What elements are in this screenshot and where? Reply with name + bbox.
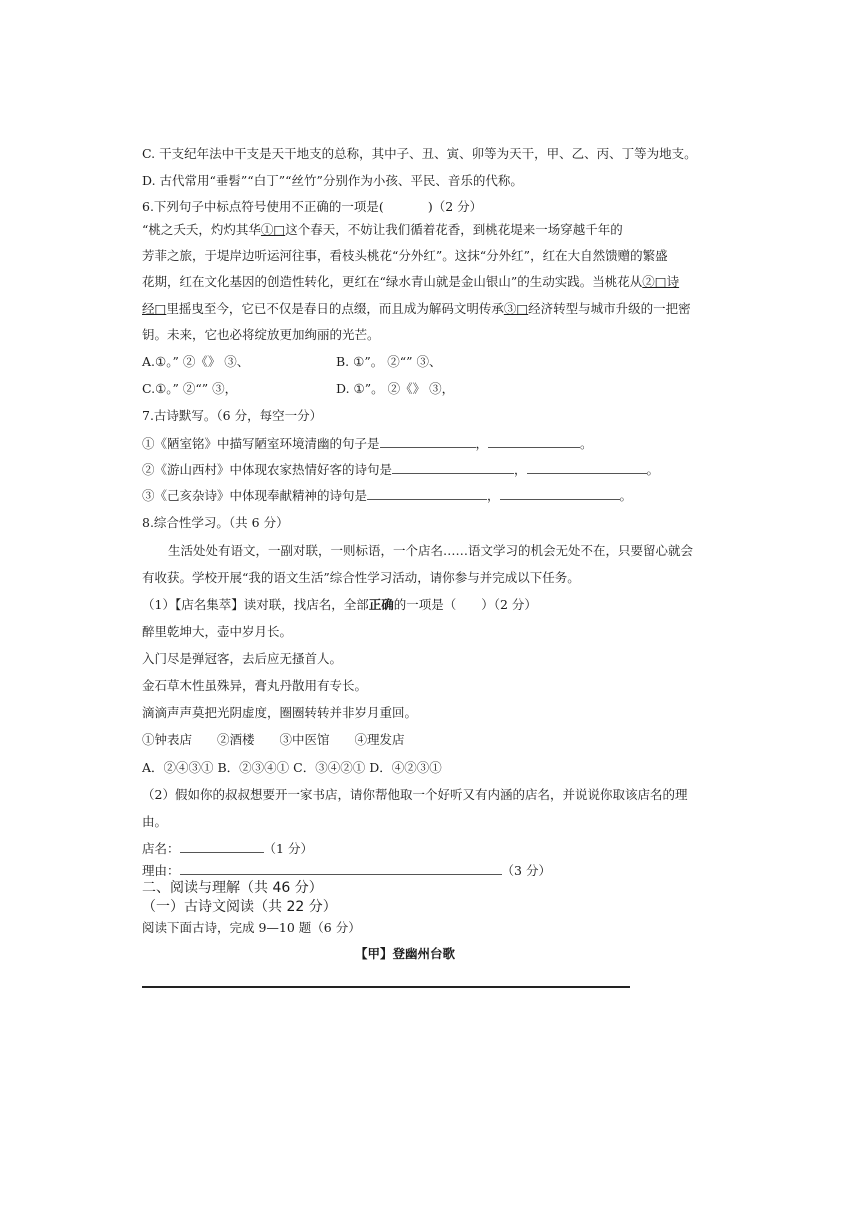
q6-option-b: B. ①”。 ②“” ③、 — [336, 354, 442, 369]
divider-line — [142, 986, 630, 988]
punct: ， — [514, 462, 527, 477]
punct: 。 — [646, 462, 660, 477]
q8-1-text: 的一项是（ ）（2 分） — [393, 597, 537, 612]
q7-item-3 — [142, 487, 632, 504]
store-name-label: 店名： — [142, 841, 180, 856]
reason-label: 理由： — [142, 863, 180, 878]
couplet-3: 金石草木性虽殊异，膏丸丹散用有专长。 — [142, 678, 368, 693]
punct: 。 — [580, 436, 593, 451]
q8-intro-2: 有收获。学校开展“我的语文生活”综合性学习活动，请你参与并完成以下任务。 — [142, 570, 580, 585]
option-d: D. 古代常用“垂髫”“白丁”“丝竹”分别作为小孩、平民、音乐的代称。 — [142, 173, 523, 188]
punct: ， — [475, 436, 489, 451]
answer-blank[interactable] — [392, 461, 514, 474]
q8-intro-1: 生活处处有语文，一副对联，一则标语，一个店名……语文学习的机会无处不在，只要留心就会 — [168, 543, 694, 558]
q6-stem-text: 6.下列句子中标点符号使用不正确的一项是( — [142, 199, 384, 214]
score: （3 分） — [501, 863, 551, 878]
option-c: C. 干支纪年法中干支是天干地支的总称，其中子、丑、寅、卯等为天干，甲、乙、丙、丁等为地支。 — [142, 146, 697, 161]
q8-2-stem-end: 由。 — [142, 814, 168, 829]
q8-2-stem: （2）假如你的叔叔想要开一家书店，请你帮他取一个好听又有内涵的店名，并说说你取该店名的理 — [142, 787, 688, 802]
q6-passage-line-2: 芳菲之旅，于堤岸边听运河往事，看枝头桃花“分外红”。这抹“分外红”，红在大自然馈赠的繁盛 — [142, 248, 668, 263]
q7-prompt: ③《己亥杂诗》中体现奉献精神的诗句是 — [142, 488, 368, 503]
answer-blank[interactable] — [488, 435, 580, 448]
q6-score: )（2 分） — [427, 199, 483, 214]
couplet-4: 滴滴声声莫把光阴虚度，圈圈转转并非岁月重回。 — [142, 705, 418, 720]
q6-text: 里摇曳至今，它已不仅是春日的点缀，而且成为解码文明传承 — [166, 301, 504, 316]
q7-prompt: ①《陋室铭》中描写陋室环境清幽的句子是 — [142, 436, 380, 451]
q6-passage-line-1 — [142, 222, 623, 238]
q7-item-1 — [142, 435, 593, 452]
punct: ， — [487, 488, 500, 503]
q6-text: 花期，红在文化基因的创造性转化，更红在“绿水青山就是金山银山”的生动实践。当桃花从 — [142, 274, 643, 289]
q6-blank-2: ②□诗 — [642, 274, 680, 289]
reading-instruction: 阅读下面古诗，完成 9—10 题（6 分） — [142, 920, 361, 935]
q6-passage-line-3 — [142, 274, 679, 290]
q6-passage-line-5: 钥。未来，它也必将绽放更加绚丽的光芒。 — [142, 327, 380, 342]
answer-blank[interactable] — [527, 461, 647, 474]
punct: 。 — [619, 488, 633, 503]
section-2-1-heading: （一）古诗文阅读（共 22 分） — [142, 899, 337, 915]
q8-1-text: （1）【店名集萃】读对联，找店名，全部 — [142, 597, 369, 612]
q7-stem: 7.古诗默写。（6 分，每空一分） — [142, 408, 323, 423]
reason-line — [142, 862, 551, 879]
couplet-2: 入门尽是弹冠客，去后应无搔首人。 — [142, 651, 343, 666]
answer-blank[interactable] — [380, 435, 476, 448]
q6-stem — [142, 199, 482, 215]
shop-list: ①钟表店 ②酒楼 ③中医馆 ④理发店 — [142, 732, 405, 747]
q7-prompt: ②《游山西村》中体现农家热情好客的诗句是 — [142, 462, 393, 477]
section-2-heading: 二、阅读与理解（共 46 分） — [142, 880, 323, 896]
q8-1-emphasis: 正确 — [368, 597, 394, 612]
q7-item-2 — [142, 461, 659, 478]
q6-option-d: D. ①”。 ②《》 ③， — [336, 381, 455, 396]
q6-blank-2b: 经□ — [142, 301, 167, 316]
q6-blank-3: ③□ — [503, 301, 529, 316]
q6-blank-1: ①□ — [260, 222, 286, 237]
answer-blank[interactable] — [500, 487, 620, 500]
store-name-blank[interactable] — [180, 840, 264, 853]
couplet-1: 醉里乾坤大，壶中岁月长。 — [142, 624, 293, 639]
store-name-line — [142, 840, 313, 857]
q6-text: 这个春天，不妨让我们循着花香，到桃花堤来一场穿越千年的 — [285, 222, 623, 237]
reason-blank[interactable] — [180, 862, 502, 875]
poem-title: 【甲】登幽州台歌 — [355, 946, 456, 961]
q8-1-options: A．②④③① B．②③④① C．③④②① D．④②③① — [142, 760, 442, 775]
q6-text: “桃之夭夭，灼灼其华 — [142, 222, 261, 237]
q8-1-stem — [142, 597, 537, 613]
answer-blank[interactable] — [367, 487, 487, 500]
q6-passage-line-4 — [142, 301, 691, 317]
q8-stem: 8.综合性学习。（共 6 分） — [142, 515, 289, 530]
q6-option-a: A.①。” ②《》 ③、 — [142, 354, 250, 369]
score: （1 分） — [263, 841, 313, 856]
q6-option-c: C.①。” ②“” ③， — [142, 381, 238, 396]
q6-text: 经济转型与城市升级的一把密 — [528, 301, 691, 316]
